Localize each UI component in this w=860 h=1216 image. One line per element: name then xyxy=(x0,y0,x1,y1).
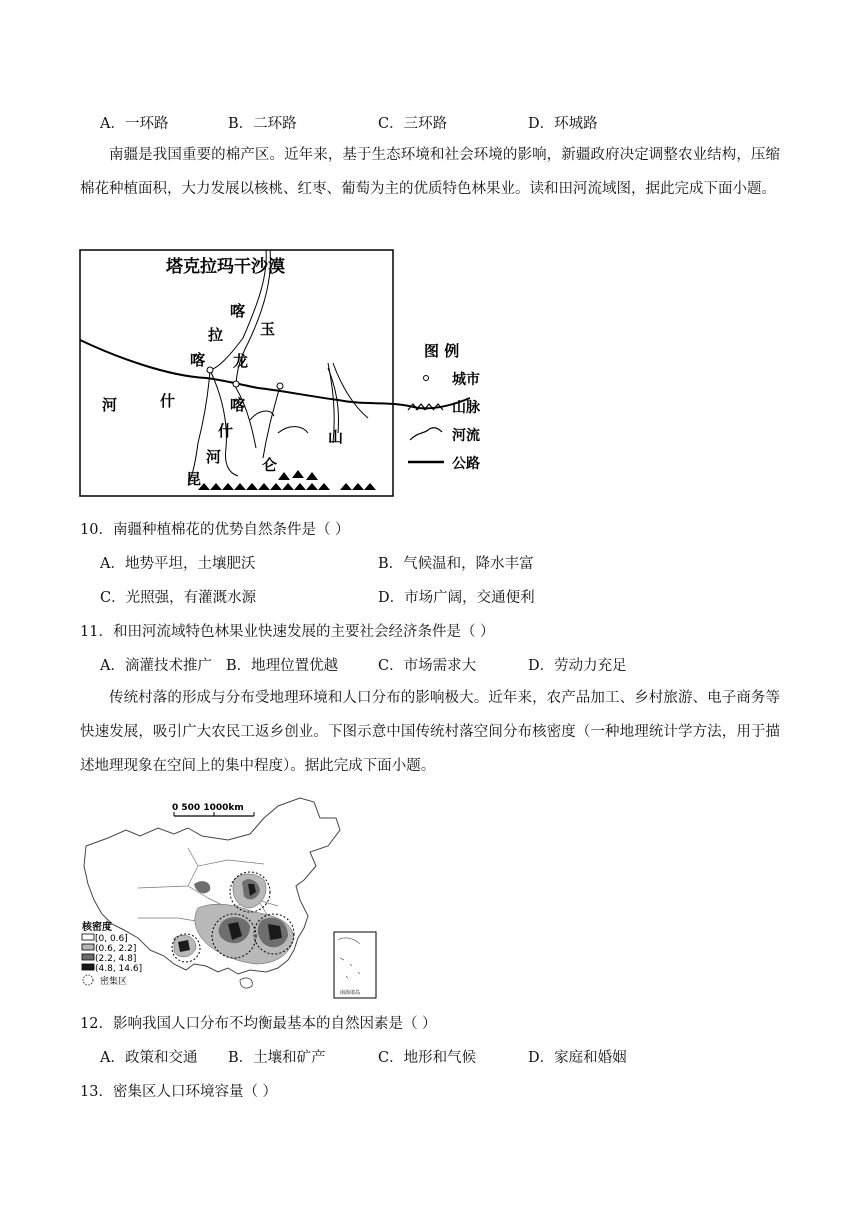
river-char: 什 xyxy=(160,392,176,410)
river-char: 河 xyxy=(206,448,222,466)
legend-label: (0.6, 2.2] xyxy=(95,944,137,954)
city-marker xyxy=(207,367,213,373)
option-a: A．一环路 xyxy=(100,116,169,132)
river-char: 喀 xyxy=(190,351,206,369)
city-marker xyxy=(233,381,239,387)
legend-label: (2.2, 4.8] xyxy=(95,954,137,964)
legend-label: 公路 xyxy=(452,456,480,472)
legend-label: 城市 xyxy=(452,372,480,388)
passage-1: 南疆是我国重要的棉产区。近年来，基于生态环境和社会环境的影响，新疆政府决定调整农业结构，压缩棉花种植面积，大力发展以核桃、红枣、葡萄为主的优质特色林果业。读和田河流域图，据此完成下面小题。 xyxy=(80,147,780,197)
legend-label: 山脉 xyxy=(452,400,480,416)
option-d: D．环城路 xyxy=(528,116,598,132)
option-b: B．二环路 xyxy=(228,116,297,132)
river-char: 玉 xyxy=(260,320,276,338)
legend-label: 密集区 xyxy=(100,977,128,987)
q10-option-a: A．地势平坦，土壤肥沃 xyxy=(100,556,256,572)
q10-option-d: D．市场广阔，交通便利 xyxy=(378,590,535,606)
south-china-sea-inset xyxy=(334,932,376,998)
scale-label: 0 500 1000km xyxy=(172,803,244,813)
option-c: C．三环路 xyxy=(378,116,448,132)
q12-option-c: C．地形和气候 xyxy=(378,1050,477,1066)
legend-title: 图 例 xyxy=(424,342,460,360)
q11-option-c: C．市场需求大 xyxy=(378,658,477,674)
q13-stem: 13．密集区人口环境容量（ ） xyxy=(80,1084,278,1100)
hainan-island xyxy=(240,978,252,988)
desert-label: 塔克拉玛干沙漠 xyxy=(166,257,285,277)
legend-swatch xyxy=(82,934,94,940)
q12-option-b: B．土壤和矿产 xyxy=(228,1050,326,1066)
q11-stem: 11．和田河流域特色林果业快速发展的主要社会经济条件是（ ） xyxy=(80,624,495,640)
q12-option-d: D．家庭和婚姻 xyxy=(528,1050,627,1066)
inset-label: 南海诸岛 xyxy=(340,990,361,996)
river-char: 喀 xyxy=(230,302,246,320)
q10-stem: 10．南疆种植棉花的优势自然条件是（ ） xyxy=(80,522,350,538)
river-char: 什 xyxy=(218,422,234,440)
river-char: 喀 xyxy=(230,396,246,414)
q11-option-a: A．滴灌技术推广 xyxy=(100,658,212,674)
legend-swatch xyxy=(82,964,94,970)
city-marker xyxy=(277,383,283,389)
legend-label: (4.8, 14.6] xyxy=(95,964,143,974)
q10-option-b: B．气候温和，降水丰富 xyxy=(378,556,534,572)
river-char: 仑 xyxy=(262,456,278,474)
map-frame xyxy=(80,250,393,496)
river-char: 龙 xyxy=(233,352,249,370)
legend-city-icon xyxy=(424,376,429,381)
q10-option-c: C．光照强，有灌溉水源 xyxy=(100,590,257,606)
legend-dense-icon xyxy=(83,975,93,985)
legend-label: [0, 0.6] xyxy=(95,934,128,944)
q11-option-b: B．地理位置优越 xyxy=(226,658,339,674)
q12-option-a: A．政策和交通 xyxy=(100,1050,198,1066)
passage-2: 传统村落的形成与分布受地理环境和人口分布的影响极大。近年来，农产品加工、乡村旅游、电子商务等快速发展，吸引广大农民工返乡创业。下图示意中国传统村落空间分布核密度（一种地理统计学方法，用于描述地理现象在空间上的集中程度）。据此完成下面小题。 xyxy=(80,690,780,774)
hotan-river-map xyxy=(78,248,498,498)
legend-label: 河流 xyxy=(452,428,480,444)
legend-river-icon xyxy=(410,428,442,440)
density-legend-title: 核密度 xyxy=(82,922,112,933)
china-density-map xyxy=(78,788,388,1002)
river-char: 山 xyxy=(328,428,344,446)
river-char: 昆 xyxy=(186,470,202,488)
q11-option-d: D．劳动力充足 xyxy=(528,658,627,674)
river-char: 河 xyxy=(102,396,118,414)
legend-swatch xyxy=(82,954,94,960)
q12-stem: 12．影响我国人口分布不均衡最基本的自然因素是（ ） xyxy=(80,1016,437,1032)
river-char: 拉 xyxy=(208,326,224,344)
legend-swatch xyxy=(82,944,94,950)
